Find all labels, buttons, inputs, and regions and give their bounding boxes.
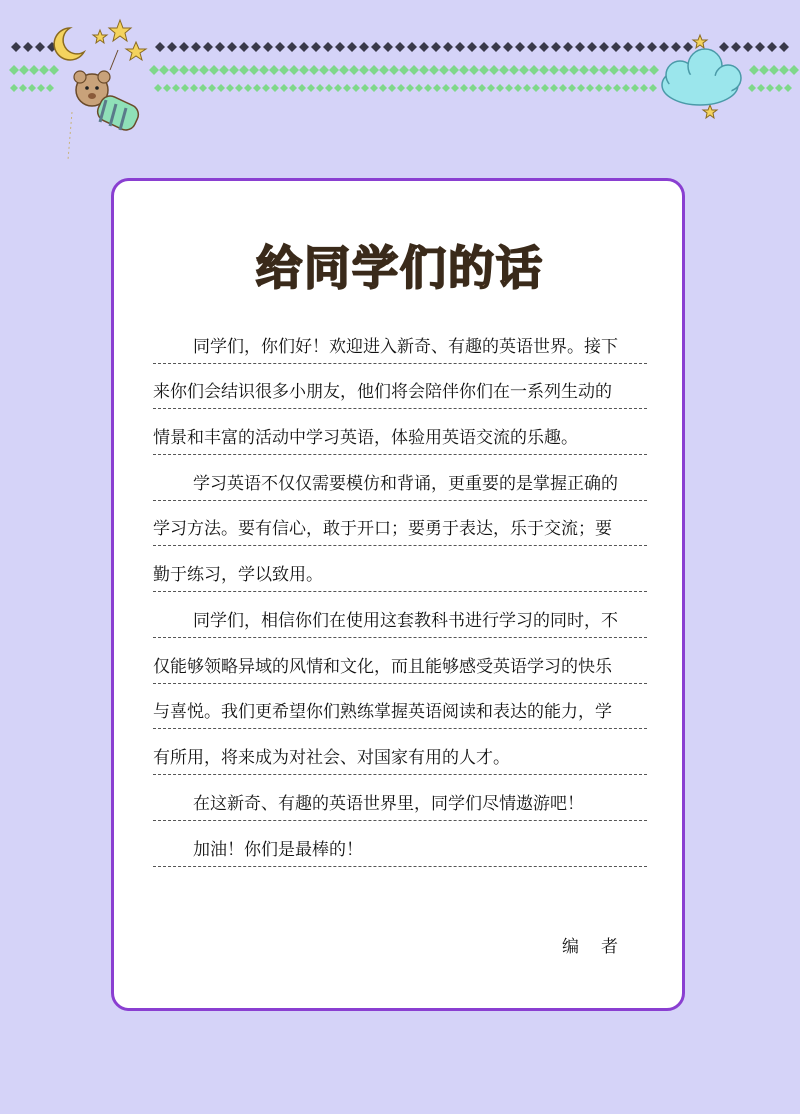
diamond-shape	[514, 84, 522, 92]
diamond-shape	[731, 42, 741, 52]
diamond-shape	[623, 42, 633, 52]
diamond-shape	[325, 84, 333, 92]
diamond-shape	[217, 84, 225, 92]
diamond-shape	[407, 42, 417, 52]
diamond-shape	[459, 65, 469, 75]
diamond-shape	[379, 84, 387, 92]
diamond-shape	[429, 65, 439, 75]
diamond-shape	[503, 42, 513, 52]
diamond-shape	[244, 84, 252, 92]
diamond-shape	[35, 42, 45, 52]
diamond-shape	[622, 84, 630, 92]
ruled-line	[153, 866, 647, 867]
diamond-shape	[469, 84, 477, 92]
diamond-shape	[19, 84, 27, 92]
ruled-line	[153, 500, 647, 501]
diamond-shape	[181, 84, 189, 92]
diamond-shape	[595, 84, 603, 92]
diamond-shape	[460, 84, 468, 92]
diamond-shape	[154, 84, 162, 92]
diamond-shape	[262, 84, 270, 92]
diamond-shape	[49, 65, 59, 75]
decorative-border	[0, 0, 800, 200]
diamond-shape	[577, 84, 585, 92]
diamond-shape	[227, 42, 237, 52]
diamond-shape	[519, 65, 529, 75]
diamond-shape	[489, 65, 499, 75]
diamond-shape	[209, 65, 219, 75]
diamond-shape	[299, 42, 309, 52]
diamond-shape	[789, 65, 799, 75]
diamond-shape	[479, 42, 489, 52]
diamond-shape	[649, 84, 657, 92]
diamond-shape	[604, 84, 612, 92]
diamond-shape	[509, 65, 519, 75]
diamond-shape	[251, 42, 261, 52]
diamond-shape	[349, 65, 359, 75]
diamond-shape	[359, 42, 369, 52]
diamond-shape	[719, 42, 729, 52]
ruled-line	[153, 728, 647, 729]
diamond-shape	[575, 42, 585, 52]
diamond-shape	[611, 42, 621, 52]
diamond-shape	[409, 65, 419, 75]
diamond-shape	[478, 84, 486, 92]
diamond-shape	[316, 84, 324, 92]
diamond-shape	[647, 42, 657, 52]
diamond-shape	[371, 42, 381, 52]
diamond-shape	[532, 84, 540, 92]
ruled-line	[153, 545, 647, 546]
diamond-shape	[743, 42, 753, 52]
diamond-shape	[569, 65, 579, 75]
diamond-shape	[189, 65, 199, 75]
diamond-shape	[279, 65, 289, 75]
diamond-shape	[379, 65, 389, 75]
diamond-shape	[640, 84, 648, 92]
diamond-shape	[775, 84, 783, 92]
letter-line: 同学们，你们好！欢迎进入新奇、有趣的英语世界。接下	[193, 337, 618, 357]
cloud-icon	[662, 49, 741, 105]
diamond-shape	[339, 65, 349, 75]
diamond-shape	[766, 84, 774, 92]
diamond-shape	[449, 65, 459, 75]
letter-line: 加油！你们是最棒的！	[193, 840, 363, 860]
diamond-shape	[635, 42, 645, 52]
diamond-shape	[352, 84, 360, 92]
diamond-shape	[549, 65, 559, 75]
diamond-shape	[37, 84, 45, 92]
diamond-shape	[369, 65, 379, 75]
diamond-shape	[505, 84, 513, 92]
diamond-shape	[586, 84, 594, 92]
diamond-shape	[784, 84, 792, 92]
ruled-line	[153, 363, 647, 364]
diamond-shape	[334, 84, 342, 92]
diamond-shape	[559, 84, 567, 92]
letter-card	[111, 178, 685, 1011]
diamond-shape	[370, 84, 378, 92]
diamond-shape	[11, 42, 21, 52]
diamond-shape	[259, 65, 269, 75]
diamond-shape	[269, 65, 279, 75]
diamond-shape	[527, 42, 537, 52]
diamond-shape	[419, 42, 429, 52]
diamond-shape	[329, 65, 339, 75]
diamond-shape	[389, 65, 399, 75]
diamond-shape	[550, 84, 558, 92]
diamond-shape	[203, 42, 213, 52]
diamond-shape	[748, 84, 756, 92]
diamond-shape	[335, 42, 345, 52]
diamond-shape	[199, 65, 209, 75]
diamond-shape	[515, 42, 525, 52]
diamond-shape	[749, 65, 759, 75]
diamond-shape	[639, 65, 649, 75]
diamond-shape	[179, 42, 189, 52]
diamond-shape	[235, 84, 243, 92]
teddy-bear-icon	[68, 50, 142, 160]
diamond-shape	[229, 65, 239, 75]
moon-icon	[54, 28, 84, 60]
diamond-shape	[19, 65, 29, 75]
diamond-shape	[253, 84, 261, 92]
diamond-shape	[263, 42, 273, 52]
diamond-shape	[491, 42, 501, 52]
diamond-shape	[499, 65, 509, 75]
diamond-shape	[779, 65, 789, 75]
ruled-line	[153, 637, 647, 638]
diamond-shape	[455, 42, 465, 52]
ruled-line	[153, 683, 647, 684]
diamond-shape	[361, 84, 369, 92]
diamond-shape	[39, 65, 49, 75]
diamond-shape	[219, 65, 229, 75]
diamond-shape	[149, 65, 159, 75]
diamond-shape	[659, 42, 669, 52]
diamond-shape	[395, 42, 405, 52]
diamond-shape	[10, 84, 18, 92]
diamond-shape	[541, 84, 549, 92]
diamond-shape	[226, 84, 234, 92]
diamond-shape	[287, 42, 297, 52]
letter-signature: 编者	[562, 937, 640, 957]
diamond-shape	[167, 42, 177, 52]
diamond-shape	[589, 65, 599, 75]
diamond-shape	[239, 42, 249, 52]
diamond-shape	[191, 42, 201, 52]
letter-line: 情景和丰富的活动中学习英语，体验用英语交流的乐趣。	[153, 428, 578, 448]
diamond-shape	[298, 84, 306, 92]
diamond-shape	[319, 65, 329, 75]
letter-line: 仅能够领略异域的风情和文化，而且能够感受英语学习的快乐	[153, 657, 612, 677]
diamond-shape	[767, 42, 777, 52]
diamond-shape	[9, 65, 19, 75]
diamond-shape	[388, 84, 396, 92]
diamond-shape	[199, 84, 207, 92]
diamond-shape	[529, 65, 539, 75]
diamond-shape	[451, 84, 459, 92]
diamond-shape	[159, 65, 169, 75]
diamond-shape	[289, 84, 297, 92]
diamond-shape	[433, 84, 441, 92]
diamond-shape	[29, 65, 39, 75]
letter-line: 同学们，相信你们在使用这套教科书进行学习的同时，不	[193, 611, 618, 631]
diamond-shape	[568, 84, 576, 92]
letter-line: 来你们会结识很多小朋友，他们将会陪伴你们在一系列生动的	[153, 382, 612, 402]
diamond-shape	[415, 84, 423, 92]
letter-line: 学习英语不仅仅需要模仿和背诵，更重要的是掌握正确的	[193, 474, 618, 494]
diamond-shape	[631, 84, 639, 92]
diamond-shape	[419, 65, 429, 75]
diamond-shape	[587, 42, 597, 52]
letter-line: 与喜悦。我们更希望你们熟练掌握英语阅读和表达的能力，学	[153, 702, 612, 722]
diamond-shape	[619, 65, 629, 75]
diamond-shape	[155, 42, 165, 52]
diamond-shape	[239, 65, 249, 75]
ruled-line	[153, 591, 647, 592]
ruled-line	[153, 820, 647, 821]
diamond-shape	[759, 65, 769, 75]
diamond-shape	[487, 84, 495, 92]
diamond-shape	[307, 84, 315, 92]
diamond-shape	[179, 65, 189, 75]
diamond-shape	[359, 65, 369, 75]
diamond-shape	[479, 65, 489, 75]
diamond-shape	[163, 84, 171, 92]
letter-line: 在这新奇、有趣的英语世界里，同学们尽情遨游吧！	[193, 794, 584, 814]
diamond-shape	[442, 84, 450, 92]
diamond-shape	[215, 42, 225, 52]
diamond-shape	[683, 42, 693, 52]
diamond-shape	[280, 84, 288, 92]
letter-line: 有所用，将来成为对社会、对国家有用的人才。	[153, 748, 510, 768]
diamond-shape	[539, 65, 549, 75]
diamond-shape	[609, 65, 619, 75]
diamond-shape	[599, 42, 609, 52]
diamond-shape	[399, 65, 409, 75]
diamond-shape	[299, 65, 309, 75]
letter-line: 学习方法。要有信心，敢于开口；要勇于表达，乐于交流；要	[153, 519, 612, 539]
letter-title: 给同学们的话	[256, 241, 544, 295]
diamond-shape	[424, 84, 432, 92]
diamond-shape	[190, 84, 198, 92]
diamond-shape	[769, 65, 779, 75]
letter-line: 勤于练习，学以致用。	[153, 565, 323, 585]
diamond-shape	[755, 42, 765, 52]
diamond-shape	[343, 84, 351, 92]
diamond-shape	[46, 84, 54, 92]
diamond-shape	[431, 42, 441, 52]
diamond-shape	[559, 65, 569, 75]
diamond-shape	[172, 84, 180, 92]
ruled-line	[153, 454, 647, 455]
diamond-shape	[397, 84, 405, 92]
diamond-shape	[599, 65, 609, 75]
diamond-shape	[28, 84, 36, 92]
diamond-shape	[779, 42, 789, 52]
diamond-shape	[439, 65, 449, 75]
diamond-shape	[169, 65, 179, 75]
diamond-shape	[613, 84, 621, 92]
diamond-shape	[383, 42, 393, 52]
diamond-shape	[649, 65, 659, 75]
diamond-shape	[467, 42, 477, 52]
diamond-shape	[469, 65, 479, 75]
diamond-shape	[23, 42, 33, 52]
diamond-shape	[563, 42, 573, 52]
diamond-shape	[406, 84, 414, 92]
diamond-shape	[539, 42, 549, 52]
diamond-shape	[275, 42, 285, 52]
diamond-shape	[249, 65, 259, 75]
ruled-line	[153, 408, 647, 409]
diamond-shape	[323, 42, 333, 52]
diamond-shape	[579, 65, 589, 75]
diamond-shape	[757, 84, 765, 92]
diamond-shape	[208, 84, 216, 92]
diamond-shape	[496, 84, 504, 92]
diamond-shape	[629, 65, 639, 75]
diamond-shape	[271, 84, 279, 92]
diamond-shape	[347, 42, 357, 52]
diamond-shape	[523, 84, 531, 92]
diamond-shape	[671, 42, 681, 52]
ruled-line	[153, 774, 647, 775]
diamond-shape	[551, 42, 561, 52]
diamond-shape	[309, 65, 319, 75]
diamond-shape	[289, 65, 299, 75]
diamond-shape	[443, 42, 453, 52]
diamond-shape	[311, 42, 321, 52]
